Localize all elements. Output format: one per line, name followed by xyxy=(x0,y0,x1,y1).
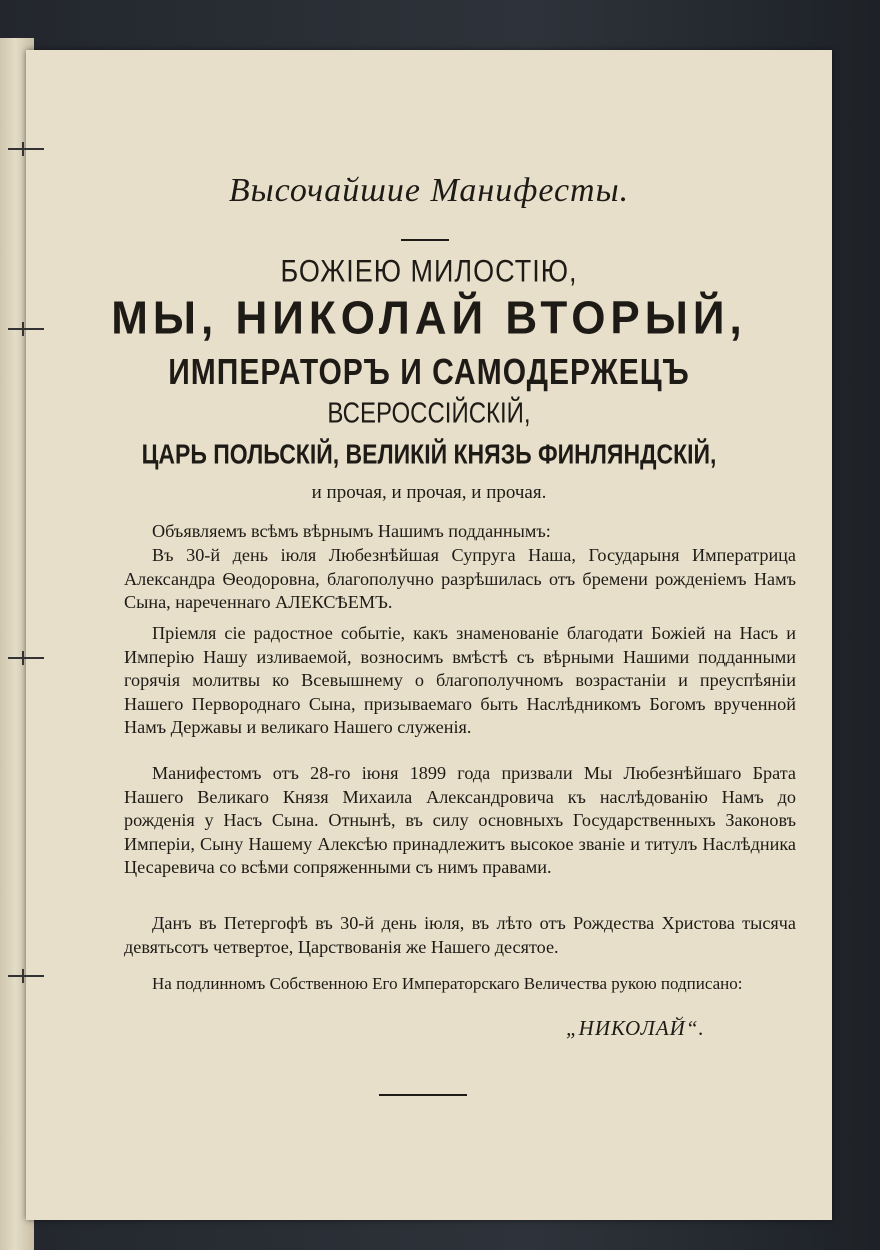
heading-line-3: ИМПЕРАТОРЪ И САМОДЕРЖЕЦЪ xyxy=(168,352,690,393)
paragraph: Пріемля сіе радостное событіе, какъ знаменованіе благодати Божіей на Насъ и Имперію Нашу изливаемой, возносимъ вмѣстѣ съ вѣрными Нашими подданными горячія молитвы ко Всевышнему о благополучномъ возрастаніи и преуспѣяніи Нашего Первороднаго Сына, призываемаго быть Наслѣдникомъ Богомъ врученной Намъ Державы и великаго Нашего служенія. xyxy=(124,623,796,737)
heading-line-6: и прочая, и прочая, и прочая. xyxy=(311,482,547,503)
heading-line-4: ВСЕРОССІЙСКІЙ, xyxy=(327,397,531,430)
title-rule xyxy=(401,239,449,241)
page-title: Высочайшие Манифесты. xyxy=(228,172,630,209)
paragraph: На подлинномъ Собственною Его Императорскаго Величества рукою подписано: xyxy=(152,974,743,993)
binding-stitch xyxy=(8,975,44,977)
paragraph-date xyxy=(124,912,796,959)
binding-stitch xyxy=(8,657,44,659)
signature: „НИКОЛАЙ“. xyxy=(566,1016,705,1040)
paragraph-succession xyxy=(124,762,796,880)
binding-stitch xyxy=(8,328,44,330)
paragraph-signed-note xyxy=(124,972,796,996)
bottom-rule xyxy=(379,1094,467,1096)
heading-line-2: МЫ, НИКОЛАЙ ВТОРЫЙ, xyxy=(111,292,747,345)
paragraph-prayer xyxy=(124,622,796,740)
book-page xyxy=(26,50,832,1220)
paragraph: Манифестомъ отъ 28-го іюня 1899 года призвали Мы Любезнѣйшаго Брата Нашего Великаго Князя Михаила Александровича къ наслѣдованію Намъ до рожденія у Насъ Сына. Отнынѣ, въ силу основныхъ Государственныхъ Законовъ Имперіи, Сыну Нашему Алексѣю принадлежитъ высокое званіе и титулъ Наслѣдника Цесаревича со всѣми сопряженными съ нимъ правами. xyxy=(124,763,796,877)
page-content xyxy=(26,50,832,1220)
paragraph: Объявляемъ всѣмъ вѣрнымъ Нашимъ подданнымъ: xyxy=(152,521,551,541)
heading-line-1: БОЖІЕЮ МИЛОСТІЮ, xyxy=(280,253,578,289)
paragraph: Въ 30-й день іюля Любезнѣйшая Супруга Наша, Государыня Императрица Александра Ѳеодоровна, благополучно разрѣшилась отъ бремени рожденіемъ Намъ Сына, нареченнаго АЛЕКСѢЕМЪ. xyxy=(124,545,796,612)
binding-stitch xyxy=(8,148,44,150)
heading-line-5: ЦАРЬ ПОЛЬСКІЙ, ВЕЛИКІЙ КНЯЗЬ ФИНЛЯНДСКІЙ, xyxy=(141,438,717,470)
paragraph-birth xyxy=(124,544,796,615)
paragraph-address xyxy=(124,520,796,544)
paragraph: Данъ въ Петергофѣ въ 30-й день іюля, въ лѣто отъ Рождества Христова тысяча девятьсотъ четвертое, Царствованія же Нашего десятое. xyxy=(124,913,796,957)
